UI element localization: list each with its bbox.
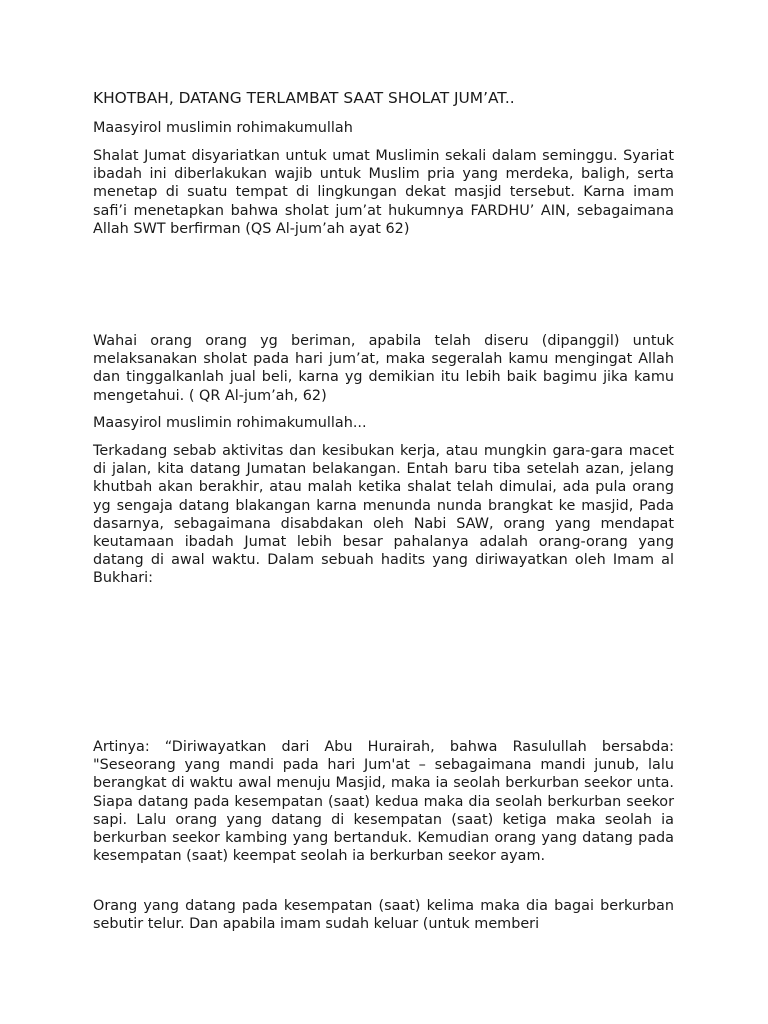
paragraph-shalat-jumat: Shalat Jumat disyariatkan untuk umat Muslimin sekali dalam seminggu. Syariat ibadah ini diberlakukan wajib untuk Muslim pria yang merdeka, baligh, serta menetap di suatu tempat di lingkungan dekat masjid tersebut. Karna imam safi’i menetapkan bahwa sholat jum’at hukumnya FARDHU’ AIN, sebagaimana Allah SWT berfirman (QS Al-jum’ah ayat 62) [93, 148, 674, 237]
paragraph-terkadang: Terkadang sebab aktivitas dan kesibukan kerja, atau mungkin gara-gara macet di jalan, kita datang Jumatan belakangan. Entah baru tiba setelah azan, jelang khutbah akan berakhir, atau malah ketika shalat telah dimulai, ada pula orang yg sengaja datang blakangan karna menunda nunda brangkat ke masjid, Pada dasarnya, sebagaimana disabdakan oleh Nabi SAW, orang yang mendapat keutamaan ibadah Jumat lebih besar pahalanya adalah orang-orang yang datang di awal waktu. Dalam sebuah hadits yang diriwayatkan oleh Imam al Bukhari: [93, 443, 674, 587]
document-title: KHOTBAH, DATANG TERLAMBAT SAAT SHOLAT JUM’AT.. [93, 89, 515, 107]
paragraph-wahai-orang: Wahai orang orang yg beriman, apabila telah diseru (dipanggil) untuk melaksanakan sholat pada hari jum’at, maka segeralah kamu mengingat Allah dan tinggalkanlah jual beli, karna yg demikian itu lebih baik bagimu jika kamu mengetahui. ( QR Al-jum’ah, 62) [93, 333, 674, 404]
greeting-line: Maasyirol muslimin rohimakumullah [93, 120, 353, 136]
paragraph-orang-yang-datang: Orang yang datang pada kesempatan (saat) kelima maka dia bagai berkurban sebutir telur. Dan apabila imam sudah keluar (untuk memberi [93, 898, 674, 933]
greeting-line-2: Maasyirol muslimin rohimakumullah... [93, 415, 367, 431]
paragraph-artinya: Artinya: “Diriwayatkan dari Abu Hurairah, bahwa Rasulullah bersabda: "Seseorang yang mandi pada hari Jum'at – sebagaimana mandi junub, lalu berangkat di waktu awal menuju Masjid, maka ia seolah berkurban seekor unta. Siapa datang pada kesempatan (saat) kedua maka dia seolah berkurban seekor sapi. Lalu orang yang datang di kesempatan (saat) ketiga maka seolah ia berkurban seekor kambing yang bertanduk. Kemudian orang yang datang pada kesempatan (saat) keempat seolah ia berkurban seekor ayam. [93, 739, 674, 865]
